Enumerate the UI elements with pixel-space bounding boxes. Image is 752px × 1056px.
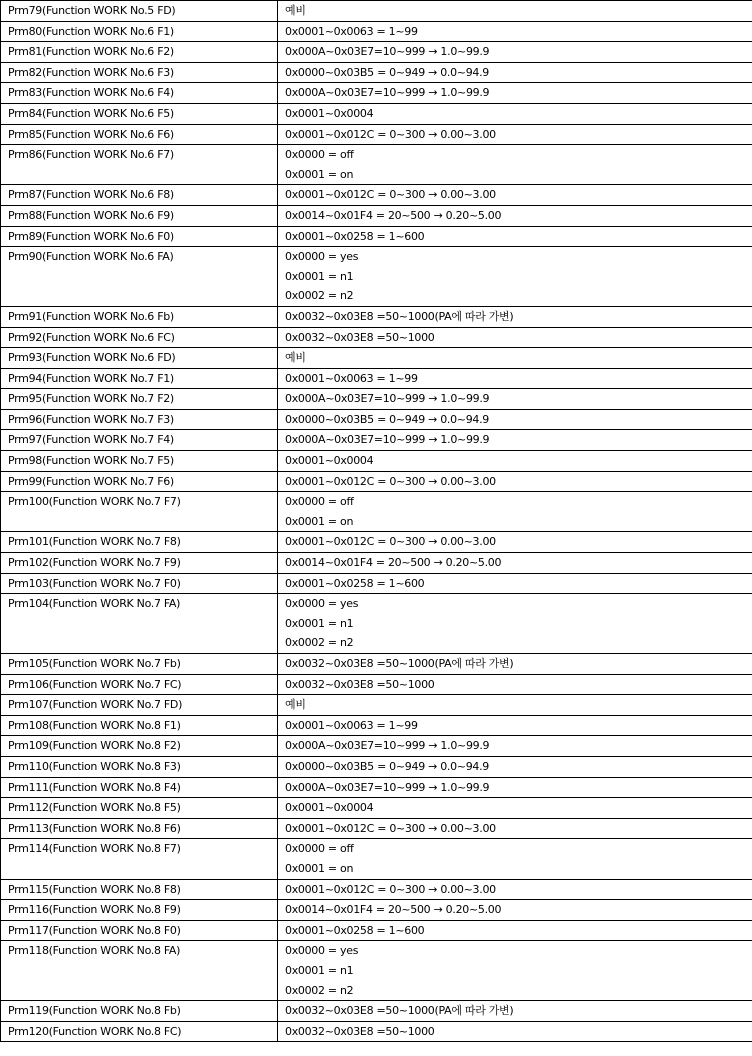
parameter-value-cell xyxy=(278,205,752,226)
table-row xyxy=(1,42,752,63)
table-row xyxy=(1,756,752,777)
parameter-value-cell xyxy=(278,674,752,695)
parameter-value: 0x0001~0x012C = 0~300 → 0.00~3.00 xyxy=(285,127,496,141)
parameter-value-cell xyxy=(278,368,752,389)
table-row xyxy=(1,83,752,104)
table-row xyxy=(1,594,752,654)
table-row xyxy=(1,368,752,389)
parameter-value: 0x0001 = n1 xyxy=(285,269,354,283)
parameter-value: 예비 xyxy=(285,4,306,17)
table-row xyxy=(1,124,752,145)
parameter-name-cell xyxy=(1,226,278,247)
table-row xyxy=(1,798,752,819)
parameter-name-cell xyxy=(1,532,278,553)
parameter-value-cell xyxy=(278,1,752,22)
parameter-value: 0x000A~0x03E7=10~999 → 1.0~99.9 xyxy=(285,86,490,100)
parameter-value-cell xyxy=(278,777,752,798)
table-row xyxy=(1,409,752,430)
parameter-value: 0x0001~0x0004 xyxy=(285,801,374,815)
parameter-value: 0x0001~0x0258 = 1~600 xyxy=(285,576,425,590)
parameter-name: Prm109(Function WORK No.8 F2) xyxy=(8,739,181,753)
parameter-value: 0x0001 = on xyxy=(285,861,354,875)
table-row xyxy=(1,941,752,1001)
parameter-name: Prm102(Function WORK No.7 F9) xyxy=(8,556,181,570)
parameter-value: 0x0000~0x03B5 = 0~949 → 0.0~94.9 xyxy=(285,759,490,773)
parameter-value-cell xyxy=(278,226,752,247)
parameter-value-cell xyxy=(278,594,752,654)
table-row xyxy=(1,777,752,798)
parameter-value-cell xyxy=(278,409,752,430)
parameter-value: 0x0000 = off xyxy=(285,148,354,162)
parameter-value: 0x0002 = n2 xyxy=(285,983,354,997)
parameter-name-cell xyxy=(1,409,278,430)
parameter-name: Prm98(Function WORK No.7 F5) xyxy=(8,454,174,468)
parameter-value-cell xyxy=(278,83,752,104)
parameter-value: 0x0000~0x03B5 = 0~949 → 0.0~94.9 xyxy=(285,65,490,79)
parameter-name: Prm110(Function WORK No.8 F3) xyxy=(8,759,181,773)
table-row xyxy=(1,1001,752,1022)
parameter-value: 0x0001~0x0063 = 1~99 xyxy=(285,371,418,385)
table-row xyxy=(1,492,752,532)
table-row xyxy=(1,715,752,736)
parameter-value: 0x000A~0x03E7=10~999 → 1.0~99.9 xyxy=(285,739,490,753)
parameter-name-cell xyxy=(1,553,278,574)
parameter-name: Prm100(Function WORK No.7 F7) xyxy=(8,495,181,509)
parameter-name: Prm96(Function WORK No.7 F3) xyxy=(8,412,174,426)
parameter-name: Prm84(Function WORK No.6 F5) xyxy=(8,106,174,120)
parameter-name-cell xyxy=(1,124,278,145)
parameter-name-cell xyxy=(1,83,278,104)
parameter-value: 0x0001~0x012C = 0~300 → 0.00~3.00 xyxy=(285,535,496,549)
parameter-value: 0x0001 = on xyxy=(285,167,354,181)
parameter-value: 0x0032~0x03E8 =50~1000(PA에 따라 가변) xyxy=(285,309,514,323)
parameter-name-cell xyxy=(1,839,278,879)
parameter-value-cell xyxy=(278,532,752,553)
table-row xyxy=(1,306,752,327)
table-row xyxy=(1,145,752,185)
parameter-value-cell xyxy=(278,573,752,594)
table-row xyxy=(1,62,752,83)
parameter-name: Prm86(Function WORK No.6 F7) xyxy=(8,148,174,162)
parameter-value: 0x0001~0x0063 = 1~99 xyxy=(285,718,418,732)
parameter-value-cell xyxy=(278,492,752,532)
parameter-value: 0x0014~0x01F4 = 20~500 → 0.20~5.00 xyxy=(285,208,502,222)
parameter-name: Prm97(Function WORK No.7 F4) xyxy=(8,433,174,447)
parameter-value-cell xyxy=(278,839,752,879)
parameter-value-cell xyxy=(278,21,752,42)
parameter-value-cell xyxy=(278,1021,752,1042)
parameter-name-cell xyxy=(1,185,278,206)
parameter-name-cell xyxy=(1,492,278,532)
parameter-value-cell xyxy=(278,124,752,145)
parameter-name: Prm112(Function WORK No.8 F5) xyxy=(8,801,181,815)
table-row xyxy=(1,226,752,247)
parameter-name-cell xyxy=(1,777,278,798)
parameter-value-cell xyxy=(278,553,752,574)
parameter-value: 0x0001 = n1 xyxy=(285,616,354,630)
parameter-value: 0x0032~0x03E8 =50~1000 xyxy=(285,330,435,344)
parameter-value: 0x0000 = yes xyxy=(285,944,359,958)
parameter-value: 예비 xyxy=(285,351,306,365)
parameter-name: Prm92(Function WORK No.6 FC) xyxy=(8,330,175,344)
table-row xyxy=(1,900,752,921)
parameter-value-cell xyxy=(278,695,752,716)
parameter-value-cell xyxy=(278,430,752,451)
parameter-value-cell xyxy=(278,389,752,410)
parameter-name: Prm79(Function WORK No.5 FD) xyxy=(8,4,176,17)
table-row xyxy=(1,573,752,594)
parameter-value-cell xyxy=(278,736,752,757)
parameter-value-cell xyxy=(278,471,752,492)
parameter-name: Prm94(Function WORK No.7 F1) xyxy=(8,371,174,385)
parameter-name: Prm88(Function WORK No.6 F9) xyxy=(8,208,174,222)
parameter-value: 0x0032~0x03E8 =50~1000 xyxy=(285,1024,435,1038)
parameter-name: Prm103(Function WORK No.7 F0) xyxy=(8,576,181,590)
parameter-name-cell xyxy=(1,1021,278,1042)
parameter-value: 0x0002 = n2 xyxy=(285,289,354,303)
parameter-value: 예비 xyxy=(285,698,306,712)
parameter-name: Prm82(Function WORK No.6 F3) xyxy=(8,65,174,79)
parameter-name-cell xyxy=(1,654,278,675)
parameter-name: Prm83(Function WORK No.6 F4) xyxy=(8,86,174,100)
table-row xyxy=(1,103,752,124)
parameter-value: 0x0001~0x0004 xyxy=(285,454,374,468)
parameter-name: Prm80(Function WORK No.6 F1) xyxy=(8,24,174,38)
parameter-value-cell xyxy=(278,327,752,348)
parameter-name: Prm106(Function WORK No.7 FC) xyxy=(8,677,182,691)
parameter-name: Prm119(Function WORK No.8 Fb) xyxy=(8,1004,181,1018)
parameter-name: Prm95(Function WORK No.7 F2) xyxy=(8,392,174,406)
parameter-value: 0x0000 = yes xyxy=(285,597,359,611)
parameter-value-cell xyxy=(278,798,752,819)
parameter-name: Prm90(Function WORK No.6 FA) xyxy=(8,250,174,264)
table-row xyxy=(1,695,752,716)
parameter-name-cell xyxy=(1,348,278,369)
parameter-value: 0x0001~0x0063 = 1~99 xyxy=(285,24,418,38)
table-row xyxy=(1,451,752,472)
parameter-table-body xyxy=(1,1,752,1042)
parameter-name-cell xyxy=(1,42,278,63)
parameter-name-cell xyxy=(1,941,278,1001)
parameter-name-cell xyxy=(1,368,278,389)
parameter-value-cell xyxy=(278,941,752,1001)
table-row xyxy=(1,879,752,900)
parameter-name-cell xyxy=(1,451,278,472)
parameter-value: 0x0000 = off xyxy=(285,495,354,509)
parameter-name: Prm99(Function WORK No.7 F6) xyxy=(8,474,174,488)
parameter-value-cell xyxy=(278,920,752,941)
parameter-name-cell xyxy=(1,327,278,348)
parameter-value-cell xyxy=(278,1001,752,1022)
parameter-name-cell xyxy=(1,756,278,777)
table-row xyxy=(1,471,752,492)
parameter-name-cell xyxy=(1,62,278,83)
table-row xyxy=(1,21,752,42)
parameter-value: 0x000A~0x03E7=10~999 → 1.0~99.9 xyxy=(285,392,490,406)
parameter-name-cell xyxy=(1,879,278,900)
parameter-name-cell xyxy=(1,471,278,492)
parameter-value: 0x0014~0x01F4 = 20~500 → 0.20~5.00 xyxy=(285,556,502,570)
parameter-value: 0x0002 = n2 xyxy=(285,636,354,650)
parameter-value: 0x0001~0x012C = 0~300 → 0.00~3.00 xyxy=(285,474,496,488)
table-row xyxy=(1,1,752,22)
parameter-name-cell xyxy=(1,430,278,451)
parameter-name-cell xyxy=(1,818,278,839)
parameter-name-cell xyxy=(1,1,278,22)
parameter-name-cell xyxy=(1,674,278,695)
parameter-value-cell xyxy=(278,451,752,472)
parameter-name-cell xyxy=(1,573,278,594)
table-row xyxy=(1,674,752,695)
parameter-value: 0x0014~0x01F4 = 20~500 → 0.20~5.00 xyxy=(285,903,502,917)
parameter-value: 0x0001~0x012C = 0~300 → 0.00~3.00 xyxy=(285,821,496,835)
parameter-name: Prm114(Function WORK No.8 F7) xyxy=(8,842,181,856)
parameter-value: 0x0000~0x03B5 = 0~949 → 0.0~94.9 xyxy=(285,412,490,426)
parameter-name-cell xyxy=(1,21,278,42)
parameter-value-cell xyxy=(278,306,752,327)
parameter-name: Prm117(Function WORK No.8 F0) xyxy=(8,923,181,937)
parameter-name: Prm101(Function WORK No.7 F8) xyxy=(8,535,181,549)
parameter-value: 0x0001 = on xyxy=(285,514,354,528)
table-row xyxy=(1,430,752,451)
parameter-value: 0x0001~0x0258 = 1~600 xyxy=(285,229,425,243)
table-row xyxy=(1,205,752,226)
parameter-value-cell xyxy=(278,103,752,124)
parameter-value: 0x0001 = n1 xyxy=(285,963,354,977)
parameter-name-cell xyxy=(1,736,278,757)
parameter-value-cell xyxy=(278,818,752,839)
parameter-name: Prm113(Function WORK No.8 F6) xyxy=(8,821,181,835)
parameter-name-cell xyxy=(1,900,278,921)
parameter-name-cell xyxy=(1,103,278,124)
parameter-name: Prm91(Function WORK No.6 Fb) xyxy=(8,309,174,323)
parameter-value: 0x0032~0x03E8 =50~1000 xyxy=(285,677,435,691)
parameter-value-cell xyxy=(278,654,752,675)
parameter-name-cell xyxy=(1,247,278,307)
parameter-name: Prm81(Function WORK No.6 F2) xyxy=(8,45,174,59)
parameter-name: Prm107(Function WORK No.7 FD) xyxy=(8,698,183,712)
parameter-name: Prm105(Function WORK No.7 Fb) xyxy=(8,657,181,670)
parameter-name-cell xyxy=(1,145,278,185)
parameter-name-cell xyxy=(1,798,278,819)
parameter-name-cell xyxy=(1,920,278,941)
table-row xyxy=(1,185,752,206)
parameter-value: 0x0001~0x0004 xyxy=(285,106,374,120)
parameter-value-cell xyxy=(278,879,752,900)
table-row xyxy=(1,348,752,369)
parameter-value-cell xyxy=(278,715,752,736)
parameter-name: Prm120(Function WORK No.8 FC) xyxy=(8,1024,182,1038)
parameter-value-cell xyxy=(278,145,752,185)
table-row xyxy=(1,327,752,348)
parameter-value-cell xyxy=(278,900,752,921)
parameter-name: Prm118(Function WORK No.8 FA) xyxy=(8,944,181,958)
parameter-name: Prm111(Function WORK No.8 F4) xyxy=(8,780,181,794)
parameter-value: 0x000A~0x03E7=10~999 → 1.0~99.9 xyxy=(285,45,490,59)
table-row xyxy=(1,654,752,675)
parameter-value: 0x0000 = off xyxy=(285,842,354,856)
table-row xyxy=(1,247,752,307)
parameter-value: 0x0000 = yes xyxy=(285,250,359,264)
parameter-name-cell xyxy=(1,306,278,327)
parameter-value-cell xyxy=(278,348,752,369)
parameter-value-cell xyxy=(278,247,752,307)
table-row xyxy=(1,839,752,879)
table-row xyxy=(1,389,752,410)
parameter-value: 0x0032~0x03E8 =50~1000(PA에 따라 가변) xyxy=(285,657,514,670)
parameter-value: 0x0001~0x012C = 0~300 → 0.00~3.00 xyxy=(285,188,496,202)
parameter-name-cell xyxy=(1,389,278,410)
parameter-value: 0x0032~0x03E8 =50~1000(PA에 따라 가변) xyxy=(285,1004,514,1018)
table-row xyxy=(1,532,752,553)
parameter-value: 0x0001~0x0258 = 1~600 xyxy=(285,923,425,937)
parameter-name-cell xyxy=(1,594,278,654)
parameter-value-cell xyxy=(278,42,752,63)
table-row xyxy=(1,553,752,574)
parameter-value: 0x0001~0x012C = 0~300 → 0.00~3.00 xyxy=(285,882,496,896)
parameter-name: Prm104(Function WORK No.7 FA) xyxy=(8,597,181,611)
parameter-name: Prm87(Function WORK No.6 F8) xyxy=(8,188,174,202)
parameter-name-cell xyxy=(1,1001,278,1022)
parameter-value: 0x000A~0x03E7=10~999 → 1.0~99.9 xyxy=(285,780,490,794)
parameter-value: 0x000A~0x03E7=10~999 → 1.0~99.9 xyxy=(285,433,490,447)
parameter-name: Prm108(Function WORK No.8 F1) xyxy=(8,718,181,732)
parameter-name-cell xyxy=(1,715,278,736)
parameter-name: Prm85(Function WORK No.6 F6) xyxy=(8,127,174,141)
parameter-name-cell xyxy=(1,695,278,716)
parameter-name-cell xyxy=(1,205,278,226)
parameter-name: Prm116(Function WORK No.8 F9) xyxy=(8,903,181,917)
parameter-name: Prm93(Function WORK No.6 FD) xyxy=(8,351,176,365)
parameter-name: Prm115(Function WORK No.8 F8) xyxy=(8,882,181,896)
parameter-value-cell xyxy=(278,756,752,777)
table-row xyxy=(1,1021,752,1042)
table-row xyxy=(1,920,752,941)
table-row xyxy=(1,818,752,839)
parameter-name: Prm89(Function WORK No.6 F0) xyxy=(8,229,174,243)
parameter-value-cell xyxy=(278,185,752,206)
table-row xyxy=(1,736,752,757)
parameter-value-cell xyxy=(278,62,752,83)
